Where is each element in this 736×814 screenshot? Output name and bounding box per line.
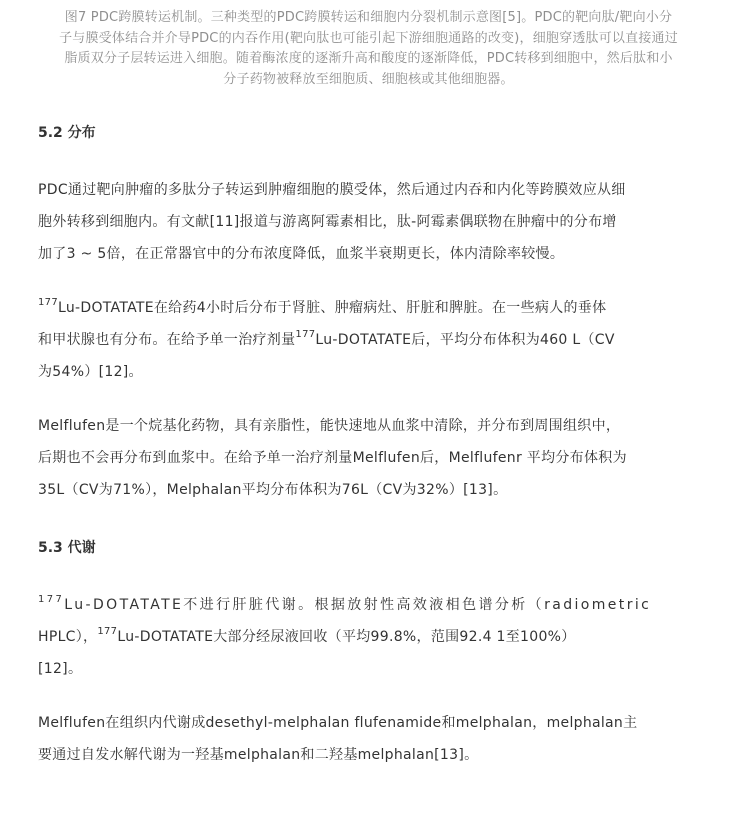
text-line: 胞外转移到细胞内。有文献[11]报道与游离阿霉素相比，肽-阿霉素偶联物在肿瘤中的分布增 bbox=[38, 214, 617, 230]
text-line bbox=[38, 324, 699, 356]
text-span: Lu-DOTATATE大部分经尿液回收（平均99.8%，范围92.4 1至100%） bbox=[117, 629, 576, 645]
text-span: HPLC）， bbox=[38, 629, 98, 645]
paragraph-melflufen-distribution bbox=[38, 410, 699, 506]
isotope-superscript: 177 bbox=[295, 329, 316, 341]
text-line: 35L（CV为71%），Melphalan平均分布体积为76L（CV为32%）[13]。 bbox=[38, 482, 508, 498]
caption-line: 子与膜受体结合并介导PDC的内吞作用(靶向肽也可能引起下游细胞通路的改变)，细胞穿透肽可以直接通过 bbox=[59, 30, 678, 46]
caption-line: 分子药物被释放至细胞质、细胞核或其他细胞器。 bbox=[223, 71, 514, 87]
text-line: PDC通过靶向肿瘤的多肽分子转运到肿瘤细胞的膜受体，然后通过内吞和内化等跨膜效应从细 bbox=[38, 182, 626, 198]
isotope-superscript: 177 bbox=[97, 626, 118, 638]
text-line bbox=[38, 621, 699, 653]
paragraph-lu-dotatate-metabolism bbox=[38, 589, 699, 685]
text-line: [12]。 bbox=[38, 661, 83, 677]
section-heading-distribution: 5.2 分布 bbox=[38, 125, 96, 141]
text-line: Melflufen是一个烷基化药物，具有亲脂性，能快速地从血浆中清除，并分布到周围组织中， bbox=[38, 418, 621, 434]
figure-caption bbox=[38, 8, 699, 90]
paragraph-pdc-distribution bbox=[38, 174, 699, 270]
text-line: 要通过自发水解代谢为一羟基melphalan和二羟基melphalan[13]。 bbox=[38, 747, 479, 763]
document-page bbox=[0, 8, 736, 814]
isotope-superscript: 177 bbox=[38, 297, 58, 309]
paragraph-melflufen-metabolism bbox=[38, 707, 699, 771]
section-heading-metabolism: 5.3 代谢 bbox=[38, 540, 96, 556]
caption-line: 脂质双分子层转运进入细胞。随着酶浓度的逐渐升高和酸度的逐渐降低，PDC转移到细胞中，然后肽和小 bbox=[64, 51, 673, 66]
text-line bbox=[38, 589, 699, 621]
text-span: 和甲状腺也有分布。在给予单一治疗剂量 bbox=[38, 332, 296, 348]
caption-line: 图7 PDC跨膜转运机制。三种类型的PDC跨膜转运和细胞内分裂机制示意图[5]。PDC的靶向肽/靶向小分 bbox=[64, 10, 673, 25]
isotope-superscript: 177 bbox=[38, 594, 65, 606]
text-line bbox=[38, 292, 699, 324]
text-span: Lu-DOTATATE后，平均分布体积为460 L（CV bbox=[315, 332, 615, 348]
text-span: Lu-DOTATATE不进行肝脏代谢。根据放射性高效液相色谱分析（radiometric bbox=[64, 597, 652, 613]
text-line: 为54%）[12]。 bbox=[38, 364, 143, 380]
paragraph-lu-dotatate-distribution bbox=[38, 292, 699, 388]
text-span: Lu-DOTATATE在给药4小时后分布于肾脏、肿瘤病灶、肝脏和脾脏。在一些病人的垂体 bbox=[58, 300, 607, 316]
text-line: 后期也不会再分布到血浆中。在给予单一治疗剂量Melflufen后，Melflufenr 平均分布体积为 bbox=[38, 450, 627, 466]
text-line: 加了3 ~ 5倍，在正常器官中的分布浓度降低，血浆半衰期更长，体内清除率较慢。 bbox=[38, 246, 565, 262]
text-line: Melflufen在组织内代谢成desethyl-melphalan flufenamide和melphalan，melphalan主 bbox=[38, 715, 638, 731]
